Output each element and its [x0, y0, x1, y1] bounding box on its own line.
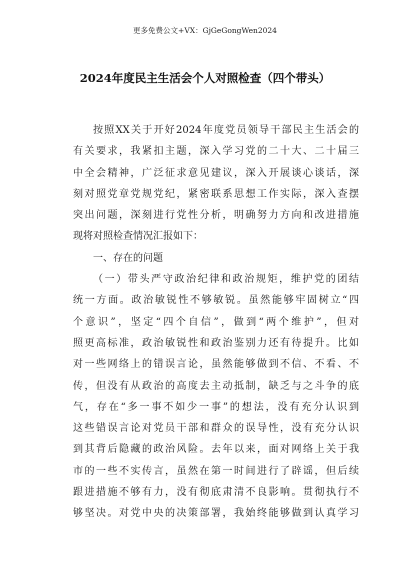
body-line: 跟进措施不够有力，没有彻底肃清不良影响。贯彻执行不 [73, 487, 359, 499]
body-line: 中全会精神，广泛征求意见建议，深入开展谈心谈话，深 [73, 167, 359, 179]
body-line: 突出问题，深刻进行党性分析，明确努力方向和改进措施 [73, 210, 359, 222]
body-line: 个意识”，坚定“四个自信”，做到“两个维护”，但对 [73, 316, 359, 328]
body-line: 这些错误言论对党员干部和群众的误导性，没有充分认识 [73, 423, 359, 435]
body-line: 到其背后隐藏的政治风险。去年以来，面对网络上关于我 [73, 444, 359, 456]
body-line: 传，但没有从政治的高度去主动抵制，缺乏与之斗争的底 [73, 380, 359, 392]
body-line: 市的一些不实传言，虽然在第一时间进行了辟谣，但后续 [73, 465, 359, 477]
body-line: 刻对照党章党规党纪，紧密联系思想工作实际，深入查摆 [73, 188, 359, 200]
body-line: 现将对照检查情况汇报如下： [73, 231, 203, 243]
document-body [73, 120, 359, 525]
body-line: 够坚决。对党中央的决策部署，我始终能够做到认真学习 [73, 508, 359, 520]
body-line: 一、存在的问题 [93, 252, 163, 264]
body-line: 对一些网络上的错误言论，虽然能够做到不信、不看、不 [73, 359, 359, 371]
header-note: 更多免费公文+VX：GjGeGongWen2024 [133, 26, 277, 35]
body-line: 有关要求，我紧扣主题，深入学习党的二十大、二十届三 [73, 146, 359, 158]
body-line: 照更高标准，政治敏锐性和政治鉴别力还有待提升。比如 [73, 337, 359, 349]
body-line: （一）带头严守政治纪律和政治规矩，维护党的团结 [93, 274, 359, 286]
document-title: 2024年度民主生活会个人对照检查（四个带头） [79, 71, 331, 85]
body-line: 按照XX关于开好2024年度党员领导干部民主生活会的 [93, 125, 359, 136]
body-line: 统一方面。政治敏锐性不够敏锐。虽然能够牢固树立“四 [73, 295, 359, 307]
body-line: 气，存在“多一事不如少一事”的想法，没有充分认识到 [73, 401, 359, 413]
